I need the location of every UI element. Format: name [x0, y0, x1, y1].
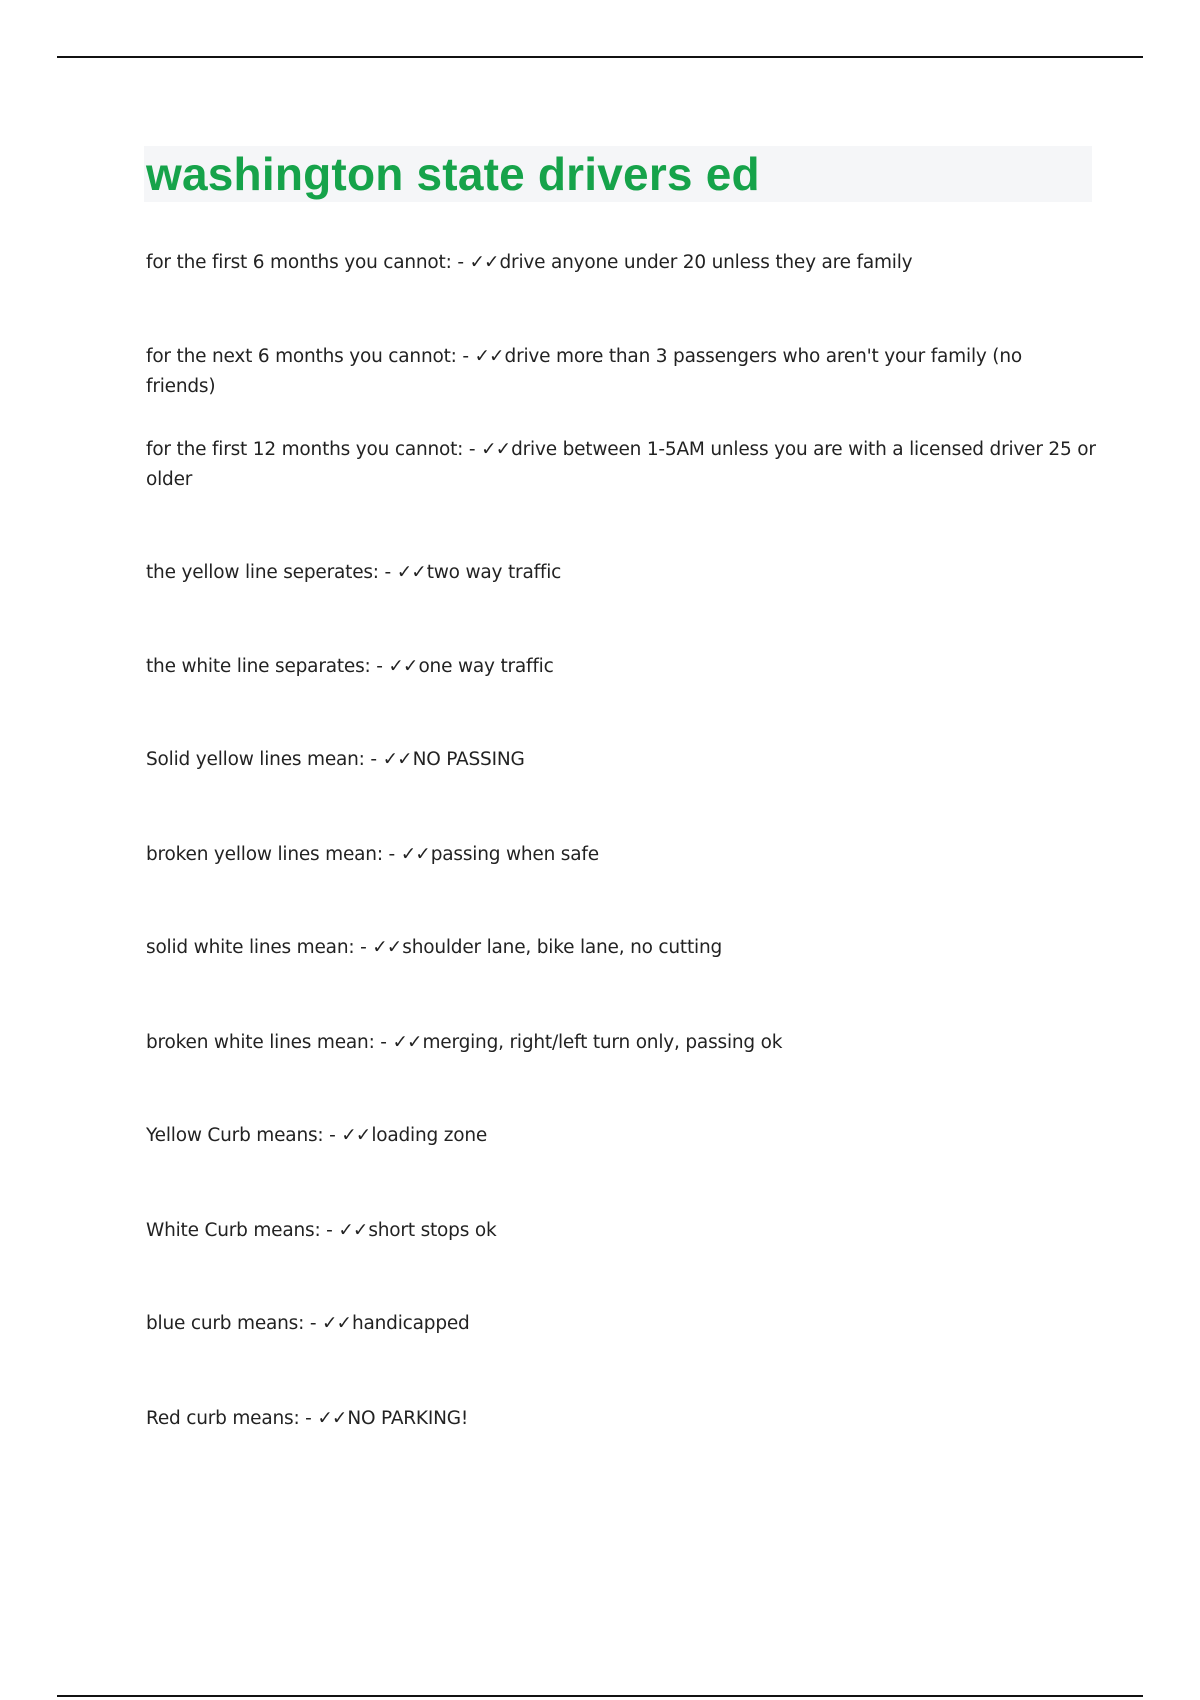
answer-text: one way traffic: [418, 656, 554, 677]
list-item: Solid yellow lines mean: - ✓✓NO PASSING: [146, 749, 525, 770]
checkmark-icon: ✓✓: [400, 844, 430, 865]
checkmark-icon: ✓✓: [341, 1125, 371, 1146]
checkmark-icon: ✓✓: [469, 252, 499, 273]
question-text: the yellow line seperates:: [146, 562, 379, 583]
checkmark-icon: ✓✓: [372, 937, 402, 958]
answer-text: drive more than 3 passengers who aren't your family (no friends): [146, 346, 1022, 397]
answer-text: drive anyone under 20 unless they are family: [499, 252, 913, 273]
checkmark-icon: ✓✓: [321, 1313, 351, 1334]
list-item: broken yellow lines mean: - ✓✓passing when safe: [146, 844, 599, 865]
answer-text: NO PASSING: [412, 749, 525, 770]
question-text: for the first 6 months you cannot:: [146, 252, 452, 273]
question-text: for the first 12 months you cannot:: [146, 439, 464, 460]
bottom-rule: [57, 1695, 1143, 1697]
answer-text: loading zone: [371, 1125, 488, 1146]
checkmark-icon: ✓✓: [396, 562, 426, 583]
question-text: Solid yellow lines mean:: [146, 749, 365, 770]
list-item: White Curb means: - ✓✓short stops ok: [146, 1220, 497, 1241]
question-text: for the next 6 months you cannot:: [146, 346, 457, 367]
question-text: blue curb means:: [146, 1313, 305, 1334]
answer-text: NO PARKING!: [347, 1408, 469, 1429]
question-text: White Curb means:: [146, 1220, 321, 1241]
list-item: the yellow line seperates: - ✓✓two way traffic: [146, 562, 562, 583]
answer-text: shoulder lane, bike lane, no cutting: [402, 937, 723, 958]
question-text: Red curb means:: [146, 1408, 300, 1429]
question-text: broken yellow lines mean:: [146, 844, 383, 865]
list-item: solid white lines mean: - ✓✓shoulder lane, bike lane, no cutting: [146, 937, 723, 958]
checkmark-icon: ✓✓: [481, 439, 511, 460]
checkmark-icon: ✓✓: [388, 656, 418, 677]
list-item: blue curb means: - ✓✓handicapped: [146, 1313, 470, 1334]
answer-text: passing when safe: [430, 844, 599, 865]
checkmark-icon: ✓✓: [392, 1032, 422, 1053]
list-item: Red curb means: - ✓✓NO PARKING!: [146, 1408, 469, 1429]
top-rule: [57, 56, 1143, 58]
list-item: for the next 6 months you cannot: - ✓✓drive more than 3 passengers who aren't your family (no friends): [146, 346, 1022, 397]
list-item: for the first 6 months you cannot: - ✓✓drive anyone under 20 unless they are family: [146, 252, 913, 273]
answer-text: merging, right/left turn only, passing ok: [422, 1032, 783, 1053]
checkmark-icon: ✓✓: [382, 749, 412, 770]
checkmark-icon: ✓✓: [338, 1220, 368, 1241]
question-text: broken white lines mean:: [146, 1032, 375, 1053]
answer-text: handicapped: [352, 1313, 470, 1334]
question-text: solid white lines mean:: [146, 937, 355, 958]
list-item: the white line separates: - ✓✓one way traffic: [146, 656, 554, 677]
question-text: the white line separates:: [146, 656, 371, 677]
answer-text: short stops ok: [368, 1220, 497, 1241]
list-item: for the first 12 months you cannot: - ✓✓drive between 1-5AM unless you are with a licensed driver 25 or older: [146, 439, 1096, 490]
answer-text: two way traffic: [426, 562, 562, 583]
answer-text: drive between 1-5AM unless you are with a licensed driver 25 or older: [146, 439, 1096, 490]
list-item: Yellow Curb means: - ✓✓loading zone: [146, 1125, 488, 1146]
page-title: washington state drivers ed: [146, 148, 760, 200]
checkmark-icon: ✓✓: [317, 1408, 347, 1429]
question-text: Yellow Curb means:: [146, 1125, 324, 1146]
checkmark-icon: ✓✓: [474, 346, 504, 367]
list-item: broken white lines mean: - ✓✓merging, right/left turn only, passing ok: [146, 1032, 783, 1053]
